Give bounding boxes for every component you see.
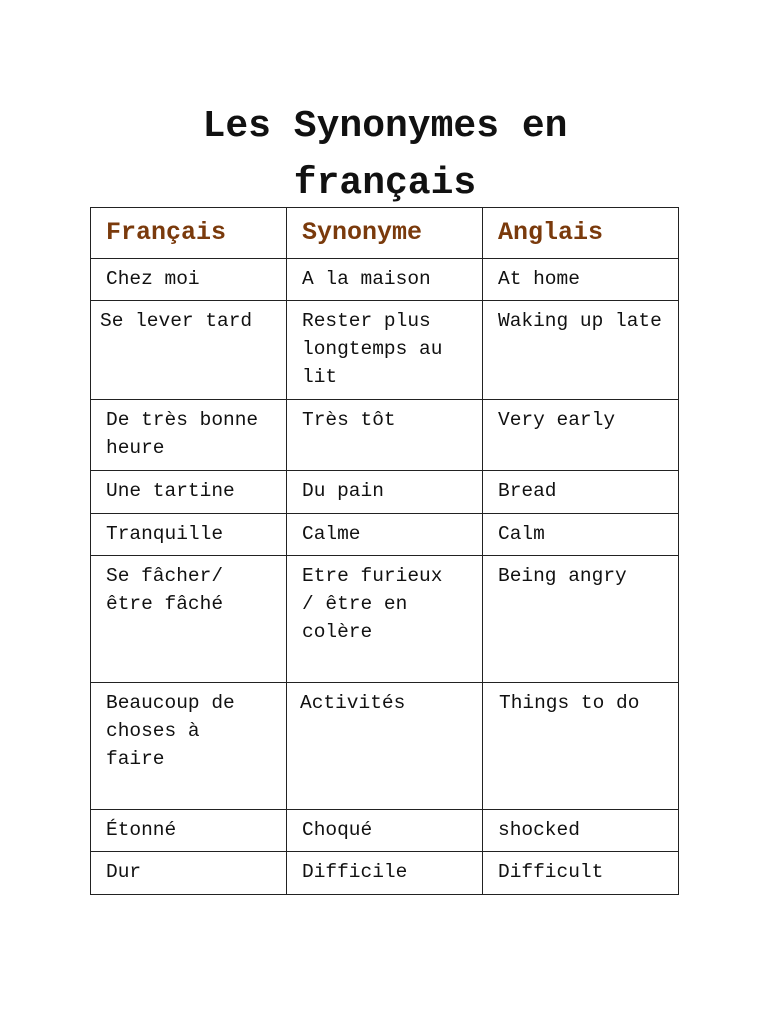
cell-synonyme: A la maison bbox=[287, 259, 483, 301]
cell-anglais: At home bbox=[483, 259, 679, 301]
page-title: Les Synonymes en français bbox=[202, 105, 568, 205]
cell-francais: Se fâcher/ être fâché bbox=[91, 556, 287, 683]
cell-anglais: shocked bbox=[483, 810, 679, 852]
cell-synonyme: Choqué bbox=[287, 810, 483, 852]
cell-anglais: Things to do bbox=[483, 683, 679, 810]
cell-anglais: Waking up late bbox=[483, 301, 679, 400]
cell-francais: Une tartine bbox=[91, 471, 287, 514]
cell-anglais: Calm bbox=[483, 514, 679, 556]
table-row bbox=[91, 683, 679, 810]
column-header-francais: Français bbox=[91, 208, 287, 259]
table-row bbox=[91, 556, 679, 683]
cell-anglais: Being angry bbox=[483, 556, 679, 683]
cell-francais: Dur bbox=[91, 852, 287, 895]
table-row bbox=[91, 400, 679, 471]
cell-synonyme: Du pain bbox=[287, 471, 483, 514]
cell-francais: De très bonne heure bbox=[91, 400, 287, 471]
cell-synonyme: Activités bbox=[287, 683, 483, 810]
cell-synonyme: Difficile bbox=[287, 852, 483, 895]
table-row bbox=[91, 301, 679, 400]
table-row bbox=[91, 471, 679, 514]
cell-francais: Tranquille bbox=[91, 514, 287, 556]
cell-anglais: Bread bbox=[483, 471, 679, 514]
table-row bbox=[91, 259, 679, 301]
cell-francais: Se lever tard bbox=[91, 301, 287, 400]
synonyms-table bbox=[90, 207, 679, 895]
column-header-synonyme: Synonyme bbox=[287, 208, 483, 259]
cell-synonyme: Rester plus longtemps au lit bbox=[287, 301, 483, 400]
cell-synonyme: Calme bbox=[287, 514, 483, 556]
table-header-row bbox=[91, 208, 679, 259]
cell-francais: Beaucoup de choses à faire bbox=[91, 683, 287, 810]
cell-synonyme: Très tôt bbox=[287, 400, 483, 471]
cell-francais: Étonné bbox=[91, 810, 287, 852]
cell-francais: Chez moi bbox=[91, 259, 287, 301]
table-row bbox=[91, 514, 679, 556]
table-row bbox=[91, 810, 679, 852]
column-header-anglais: Anglais bbox=[483, 208, 679, 259]
cell-anglais: Difficult bbox=[483, 852, 679, 895]
cell-synonyme: Etre furieux / être en colère bbox=[287, 556, 483, 683]
table-row bbox=[91, 852, 679, 895]
cell-anglais: Very early bbox=[483, 400, 679, 471]
